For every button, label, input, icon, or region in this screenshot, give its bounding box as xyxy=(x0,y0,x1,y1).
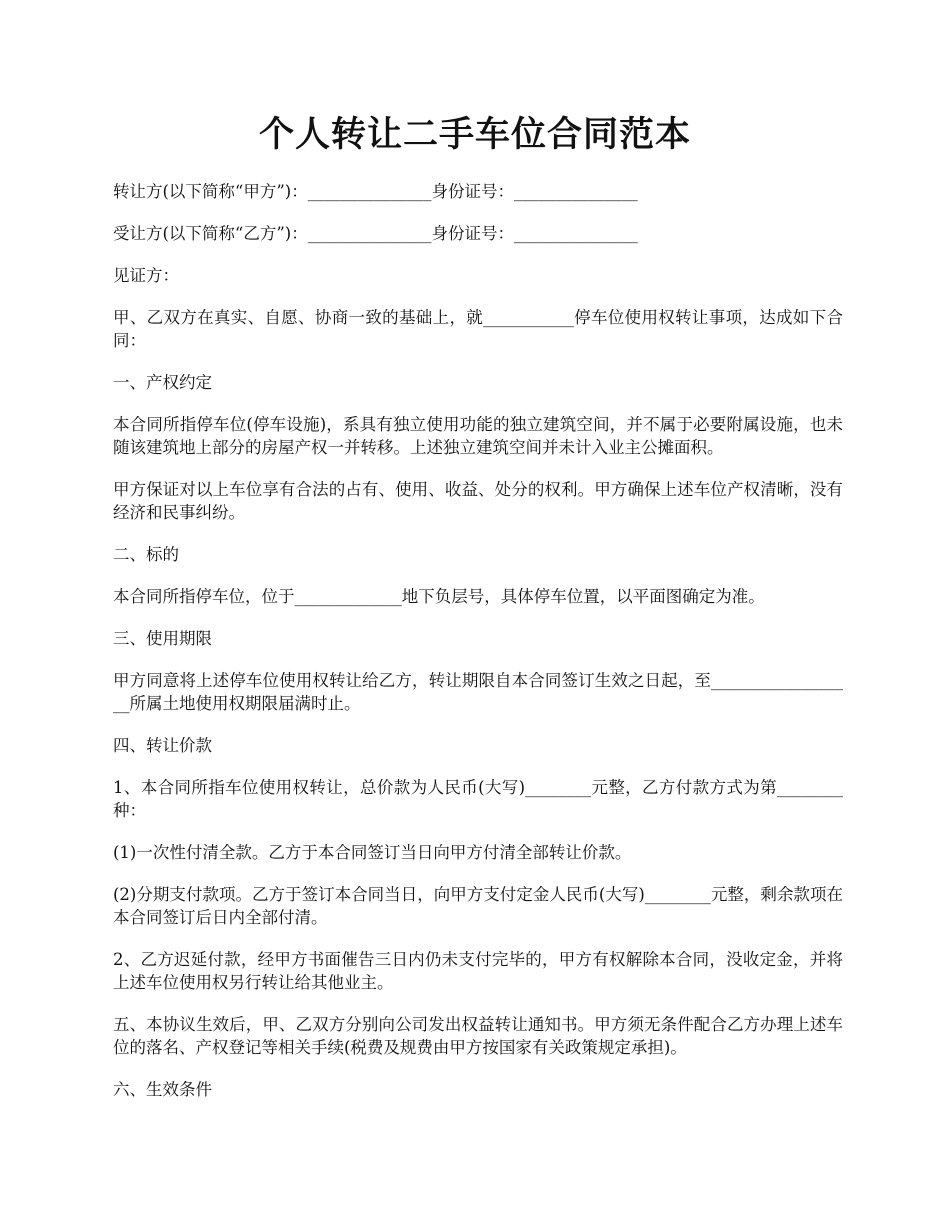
party-b-line: 受让方(以下简称“乙方”)：_______________身份证号：_______________ xyxy=(113,224,638,243)
preamble-paragraph: 甲、乙双方在真实、自愿、协商一致的基础上，就___________停车位使用权转让事项，达成如下合同： xyxy=(113,308,843,350)
document-title: 个人转让二手车位合同范本 xyxy=(258,114,691,155)
ownership-paragraph-1: 本合同所指停车位(停车设施)，系具有独立使用功能的独立建筑空间，并不属于必要附属设施，也未随该建筑地上部分的房屋产权一并转移。上述独立建筑空间并未计入业主公摊面积。 xyxy=(113,415,843,457)
document-body xyxy=(113,180,843,1120)
witness-line: 见证方： xyxy=(113,266,179,285)
term-paragraph: 甲方同意将上述停车位使用权转让给乙方，转让期限自本合同签订生效之日起，至__________________所属土地使用权期限届满时止。 xyxy=(113,671,843,713)
section-heading-term: 三、使用期限 xyxy=(113,629,212,648)
late-payment-paragraph: 2、乙方迟延付款，经甲方书面催告三日内仍未支付完毕的，甲方有权解除本合同，没收定金，并将上述车位使用权另行转让给其他业主。 xyxy=(113,950,843,992)
subject-paragraph: 本合同所指停车位，位于_____________地下负层号，具体停车位置，以平面图确定为准。 xyxy=(113,587,765,606)
section-five-paragraph: 五、本协议生效后，甲、乙双方分别向公司发出权益转让通知书。甲方须无条件配合乙方办理上述车位的落名、产权登记等相关手续(税费及规费由甲方按国家有关政策规定承担)。 xyxy=(113,1015,843,1057)
ownership-paragraph-2: 甲方保证对以上车位享有合法的占有、使用、收益、处分的权利。甲方确保上述车位产权清晰，没有经济和民事纠纷。 xyxy=(113,480,843,522)
party-a-line: 转让方(以下简称“甲方”)：_______________身份证号：_______________ xyxy=(113,182,638,201)
section-heading-ownership: 一、产权约定 xyxy=(113,373,212,392)
section-heading-effective: 六、生效条件 xyxy=(113,1080,212,1099)
section-heading-subject: 二、标的 xyxy=(113,545,179,564)
price-paragraph-1: 1、本合同所指车位使用权转让，总价款为人民币(大写)________元整，乙方付款方式为第________种： xyxy=(113,778,843,820)
section-heading-price: 四、转让价款 xyxy=(113,736,212,755)
payment-option-2: (2)分期支付款项。乙方于签订本合同当日，向甲方支付定金人民币(大写)________元整，剩余款项在本合同签订后日内全部付清。 xyxy=(113,885,843,927)
payment-option-1: (1)一次性付清全款。乙方于本合同签订当日向甲方付清全部转让价款。 xyxy=(113,843,632,862)
